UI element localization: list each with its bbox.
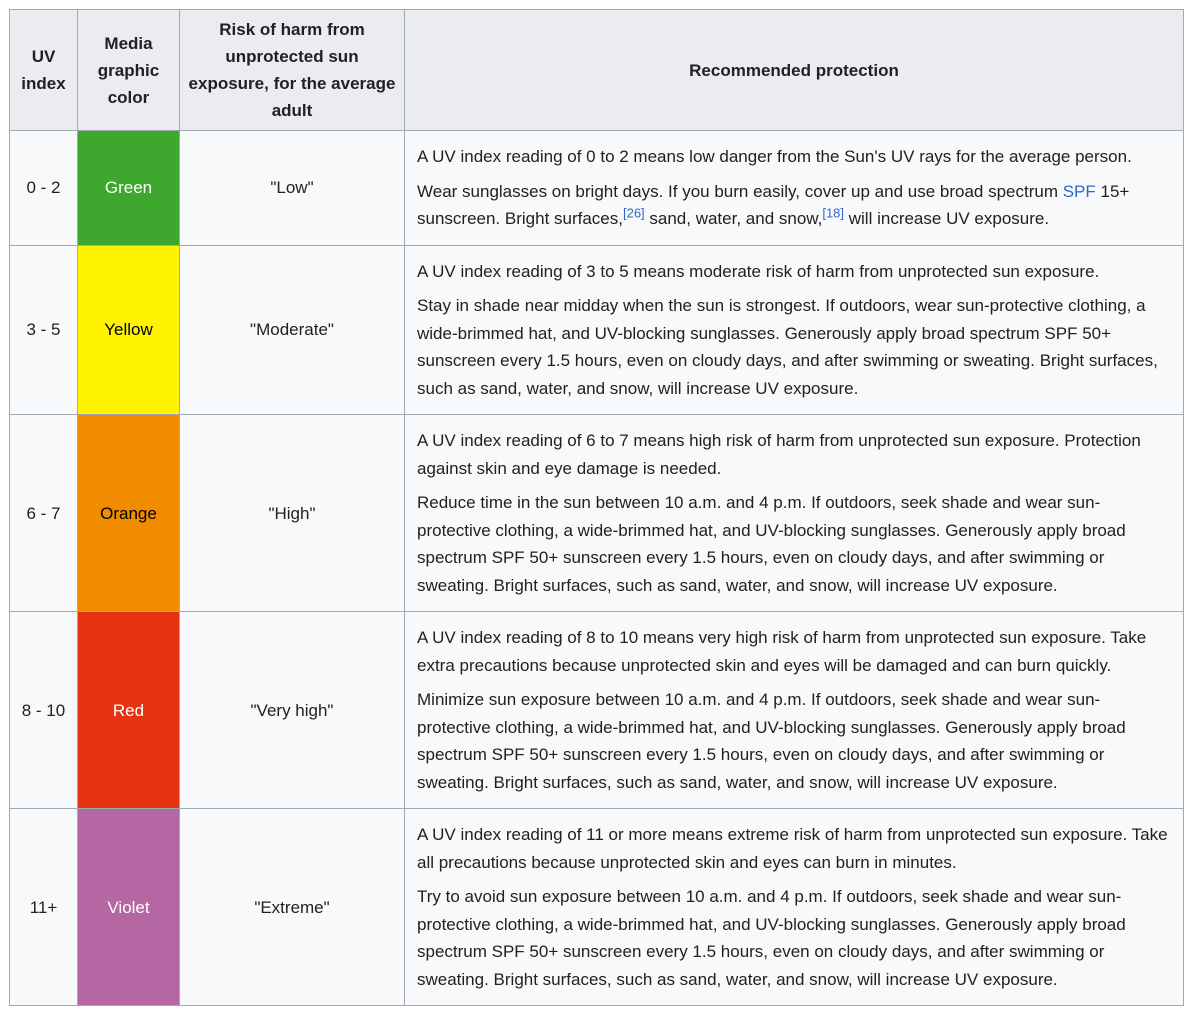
- protection-cell: [405, 612, 1184, 809]
- reference-18: [822, 205, 844, 220]
- header-recommended-protection: Recommended protection: [405, 10, 1184, 131]
- table-row-high: [10, 415, 1184, 612]
- protection-paragraph-2: Reduce time in the sun between 10 a.m. and 4 p.m. If outdoors, seek shade and wear sun-protective clothing, a wide-brimmed hat, and UV-blocking sunglasses. Generously apply broad spectrum SPF 50+ sunscreen every 1.5 hours, even on cloudy days, and after swimming or sweating. Bright surfaces, such as sand, water, and snow, will increase UV exposure.: [417, 493, 1126, 595]
- uv-index-cell: 6 - 7: [10, 415, 78, 612]
- protection-text: 15+ sunscreen. Bright surfaces,: [417, 181, 1130, 228]
- protection-paragraph-1: A UV index reading of 8 to 10 means very high risk of harm from unprotected sun exposure. Take extra precautions because unprotected skin and eyes will be damaged and can burn quickly.: [417, 628, 1147, 675]
- spf-link[interactable]: SPF: [1062, 181, 1096, 201]
- uv-index-cell: 3 - 5: [10, 245, 78, 415]
- risk-cell: "Very high": [180, 612, 405, 809]
- ref-18-link[interactable]: [18]: [822, 205, 845, 221]
- risk-cell: "High": [180, 415, 405, 612]
- protection-cell: [405, 809, 1184, 1006]
- protection-paragraph-2: Minimize sun exposure between 10 a.m. and 4 p.m. If outdoors, seek shade and wear sun-protective clothing, a wide-brimmed hat, and UV-blocking sunglasses. Generously apply broad spectrum SPF 50+ sunscreen every 1.5 hours, even on cloudy days, and after swimming or sweating. Bright surfaces, such as sand, water, and snow, will increase UV exposure.: [417, 690, 1126, 792]
- protection-paragraph-2: Stay in shade near midday when the sun is strongest. If outdoors, wear sun-protective clothing, a wide-brimmed hat, and UV-blocking sunglasses. Generously apply broad spectrum SPF 50+ sunscreen every 1.5 hours, even on cloudy days, and after swimming or sweating. Bright surfaces, such as sand, water, and snow, will increase UV exposure.: [417, 296, 1158, 398]
- header-media-graphic-color: Media graphic color: [78, 10, 180, 131]
- uv-index-cell: 8 - 10: [10, 612, 78, 809]
- table-row-extreme: [10, 809, 1184, 1006]
- color-swatch-cell-red: Red: [78, 612, 180, 809]
- uv-index-cell: 0 - 2: [10, 131, 78, 246]
- protection-paragraph-1: A UV index reading of 0 to 2 means low danger from the Sun's UV rays for the average person.: [417, 147, 1132, 166]
- protection-paragraph-1: A UV index reading of 6 to 7 means high risk of harm from unprotected sun exposure. Protection against skin and eye damage is needed.: [417, 431, 1141, 478]
- header-row: [10, 10, 1184, 131]
- risk-cell: "Moderate": [180, 245, 405, 415]
- table-row-very-high: [10, 612, 1184, 809]
- uv-index-cell: 11+: [10, 809, 78, 1006]
- header-uv-index: UV index: [10, 10, 78, 131]
- table-row-moderate: [10, 245, 1184, 415]
- protection-cell: [405, 245, 1184, 415]
- color-swatch-cell-yellow: Yellow: [78, 245, 180, 415]
- reference-26: [623, 205, 645, 220]
- protection-text: Wear sunglasses on bright days. If you burn easily, cover up and use broad spectrum: [417, 181, 1063, 201]
- risk-cell: "Extreme": [180, 809, 405, 1006]
- protection-paragraph-1: A UV index reading of 3 to 5 means moderate risk of harm from unprotected sun exposure.: [417, 261, 1100, 281]
- header-risk-of-harm: Risk of harm from unprotected sun exposure, for the average adult: [180, 10, 405, 131]
- table-row-low: [10, 131, 1184, 246]
- protection-text: sand, water, and snow,: [644, 209, 823, 228]
- protection-paragraph-2: [417, 178, 1171, 233]
- color-swatch-cell-orange: Orange: [78, 415, 180, 612]
- color-swatch-cell-violet: Violet: [78, 809, 180, 1006]
- protection-text: will increase UV exposure.: [844, 209, 1050, 228]
- protection-cell: [405, 131, 1184, 246]
- protection-paragraph-1: A UV index reading of 11 or more means extreme risk of harm from unprotected sun exposure. Take all precautions because unprotected skin and eyes can burn in minutes.: [417, 825, 1168, 872]
- uv-index-table: [9, 9, 1184, 1006]
- color-swatch-cell-green: Green: [78, 131, 180, 246]
- protection-paragraph-2: Try to avoid sun exposure between 10 a.m. and 4 p.m. If outdoors, seek shade and wear sun-protective clothing, a wide-brimmed hat, and UV-blocking sunglasses. Generously apply broad spectrum SPF 50+ sunscreen every 1.5 hours, even on cloudy days, and after swimming or sweating. Bright surfaces, such as sand, water, and snow, will increase UV exposure.: [417, 887, 1126, 989]
- protection-cell: [405, 415, 1184, 612]
- ref-26-link[interactable]: [26]: [622, 205, 645, 221]
- risk-cell: "Low": [180, 131, 405, 246]
